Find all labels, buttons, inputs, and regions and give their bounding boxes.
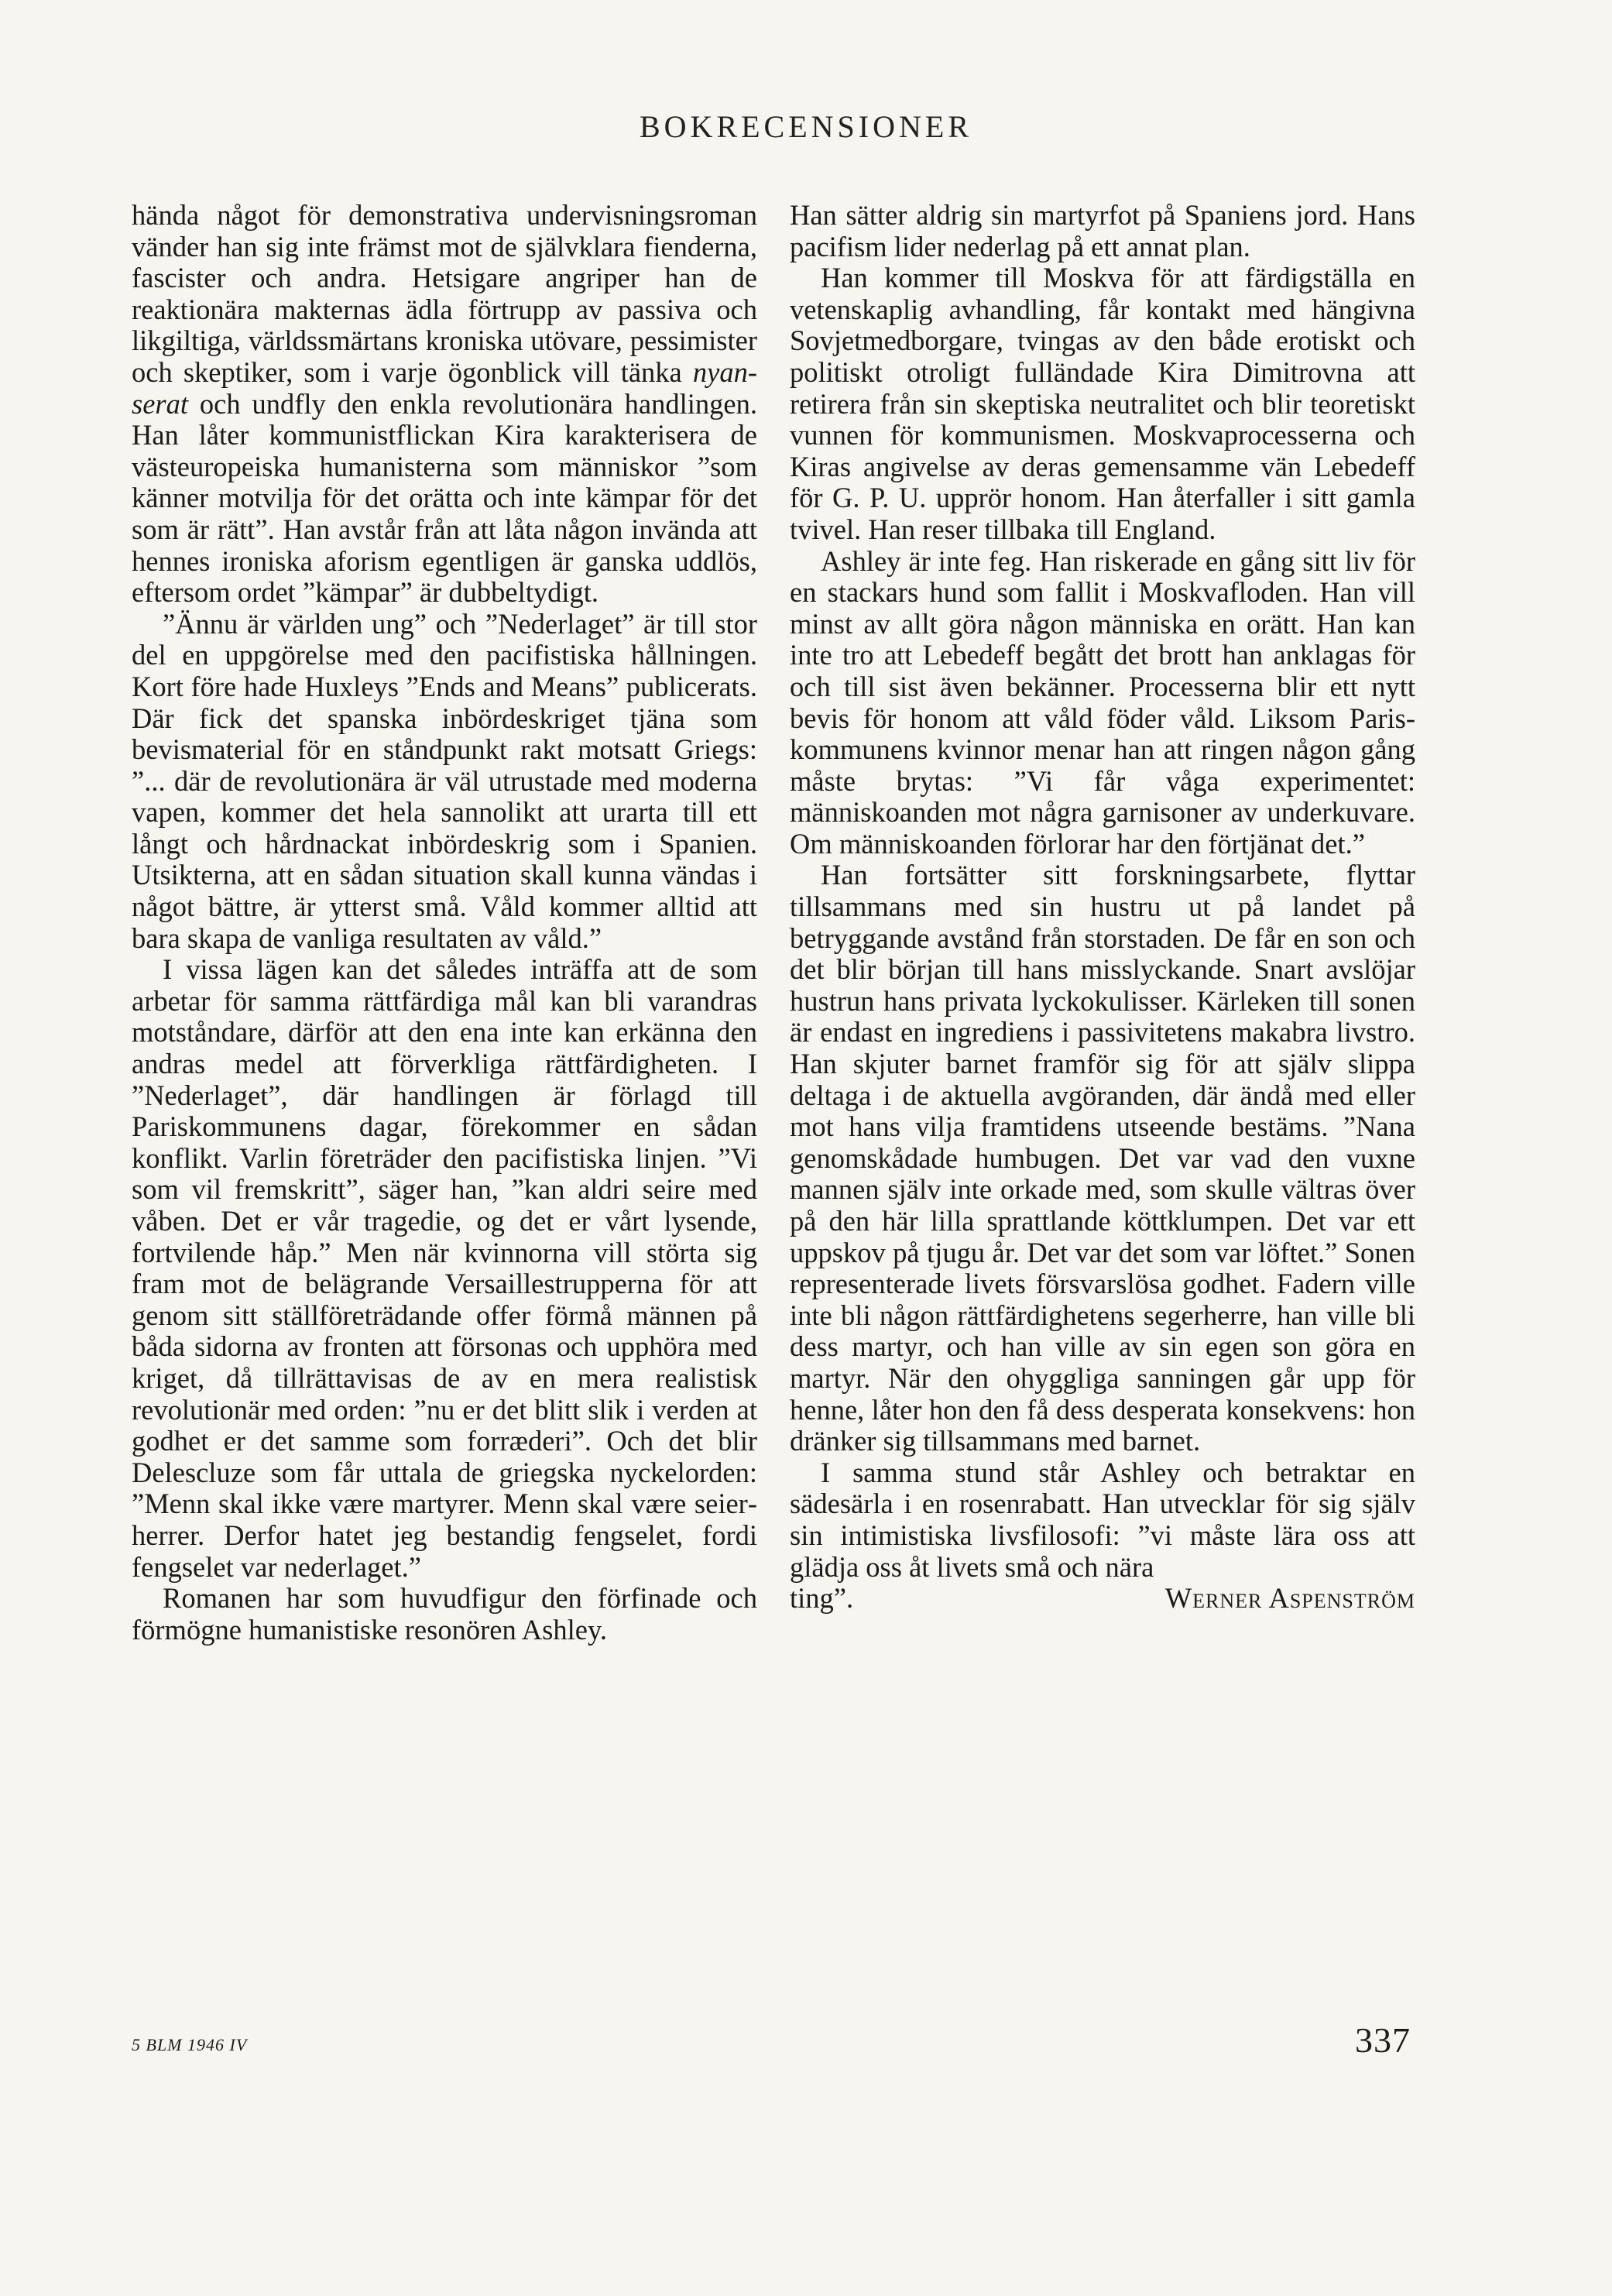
- page-number: 337: [1355, 2020, 1411, 2060]
- issue-footer: 5 BLM 1946 IV: [132, 2035, 248, 2054]
- left-paragraph-1-text: hända något för demonstrativa undervisningsroman vänder han sig inte främst mot de självklara fienderna, fascister och andra. Hetsigare angriper han de reaktionära makternas ädla förtrupp av passiva och likgiltiga, världssmärtans kroniska utövare, pessimister och skeptiker, som i varje ögonblick vill tänka: [132, 199, 757, 388]
- right-column: [790, 200, 1415, 1615]
- running-header: BOKRECENSIONER: [639, 109, 973, 144]
- left-paragraph-4: Romanen har som huvudfigur den förfinade och förmögne humanistiske resonören Ashley.: [132, 1582, 757, 1646]
- right-paragraph-1: Han sätter aldrig sin martyrfot på Spaniens jord. Hans pacifism lider nederlag på ett annat plan.: [790, 199, 1415, 263]
- closing-word: ting”.: [790, 1582, 854, 1615]
- closing-line: [790, 1583, 1415, 1615]
- author-signature: Werner Aspenström: [1164, 1582, 1415, 1615]
- emphasis-nyanserat: nyanserat: [132, 355, 757, 420]
- right-paragraph-3: Ashley är inte feg. Han riskerade en gång sitt liv för en stackars hund som fallit i Moskvafloden. Han vill minst av allt göra någon människa en orätt. Han kan inte tro att Lebedeff begått det brott han anklagas för och till sist även bekänner. Processerna blir ett nytt bevis för honom att våld föder våld. Liksom Pariskommunens kvinnor menar han att ringen någon gång måste brytas: ”Vi får våga experimentet: människoanden mot några garnisoner av underkuvare. Om människoanden förlorar har den förtjänat det.”: [790, 544, 1415, 860]
- right-paragraph-5: I samma stund står Ashley och betraktar en sädesärla i en rosenrabatt. Han utvecklar för sig själv sin intimistiska livsfilosofi: ”vi måste lära oss att glädja oss åt livets små och nära: [790, 1456, 1415, 1583]
- left-paragraph-2: ”Ännu är världen ung” och ”Nederlaget” är till stor del en uppgörelse med den pacifistiska hållningen. Kort före hade Huxleys ”Ends and Means” publicerats. Där fick det spanska inbördeskriget tjäna som bevismaterial för en ståndpunkt rakt motsatt Griegs: ”... där de revolutionära är väl utrustade med moderna vapen, kommer det hela sannolikt att urarta till ett långt och hårdnackat inbördeskrig som i Spanien. Utsikterna, att en sådan situation skall kunna vändas i något bättre, är ytterst små. Våld kommer alltid att bara skapa de vanliga resultaten av våld.”: [132, 607, 757, 954]
- right-paragraph-2: Han kommer till Moskva för att färdigställa en vetenskaplig avhandling, får kontakt med hängivna Sovjetmedborgare, tvingas av den både erotiskt och politiskt otroligt fulländade Kira Dimitrovna att retirera från sin skeptiska neutralitet och blir teoretiskt vunnen för kommunismen. Moskvaprocesserna och Kiras angivelse av deras gemensamme vän Lebedeff för G. P. U. upprör honom. Han återfaller i sitt gamla tvivel. Han reser tillbaka till England.: [790, 262, 1415, 545]
- left-column: [132, 200, 757, 1646]
- left-paragraph-3: I vissa lägen kan det således inträffa att de som arbetar för samma rättfärdiga mål kan bli varandras motståndare, därför att den ena inte kan erkänna den andras medel att förverkliga rättfärdigheten. I ”Nederlaget”, där handlingen är förlagd till Pariskommunens dagar, förekommer en sådan konflikt. Varlin företräder den pacifistiska linjen. ”Vi som vil fremskritt”, säger han, ”kan aldri seire med våben. Det er vår tragedie, og det er vårt lysende, fortvilende håp.” Men när kvinnorna vill störta sig fram mot de belägrande Versaillestrupperna för att genom sitt ställföreträdande offer förmå männen på båda sidorna av fronten att försonas och upphöra med kriget, då tillrättavisas de av en mera realistisk revolutionär med orden: ”nu er det blitt slik i verden at godhet er det samme som forræderi”. Och det blir Delescluze som får uttala de griegska nyckelorden: ”Menn skal ikke være martyrer. Menn skal være seierherrer. Derfor hatet jeg bestandig fengselet, fordi fengselet var nederlaget.”: [132, 953, 757, 1583]
- left-paragraph-1-end: och undfly den enkla revolutionära handlingen. Han låter kommunistflickan Kira karakterisera de västeuropeiska humanisterna som människor ”som känner motvilja för det orätta och inte kämpar för det som är rätt”. Han avstår från att låta någon invända att hennes ironiska aforism egentligen är ganska uddlös, eftersom ordet ”kämpar” är dubbeltydigt.: [132, 387, 757, 609]
- right-paragraph-4: Han fortsätter sitt forskningsarbete, flyttar tillsammans med sin hustru ut på landet på betryggande avstånd från storstaden. De får en son och det blir början till hans misslyckande. Snart avslöjar hustrun hans privata lyckokulisser. Kärleken till sonen är endast en ingrediens i passivitetens makabra livstro. Han skjuter barnet framför sig för att själv slippa deltaga i de aktuella avgöranden, där ändå med eller mot hans vilja framtidens utseende bestäms. ”Nana genomskådade humbugen. Det var vad den vuxne mannen själv inte orkade med, som skulle vältras över på den här lilla sprattlande köttklumpen. Det var ett uppskov på tjugu år. Det var det som var löftet.” Sonen representerade livets försvarslösa godhet. Fadern ville inte bli någon rättfärdighetens segerherre, han ville bli dess martyr, och han ville av sin egen son göra en martyr. När den ohyggliga sanningen går upp för henne, låter hon den få dess desperata konsekvens: hon dränker sig tillsammans med barnet.: [790, 859, 1415, 1457]
- left-paragraph-1: [132, 200, 757, 609]
